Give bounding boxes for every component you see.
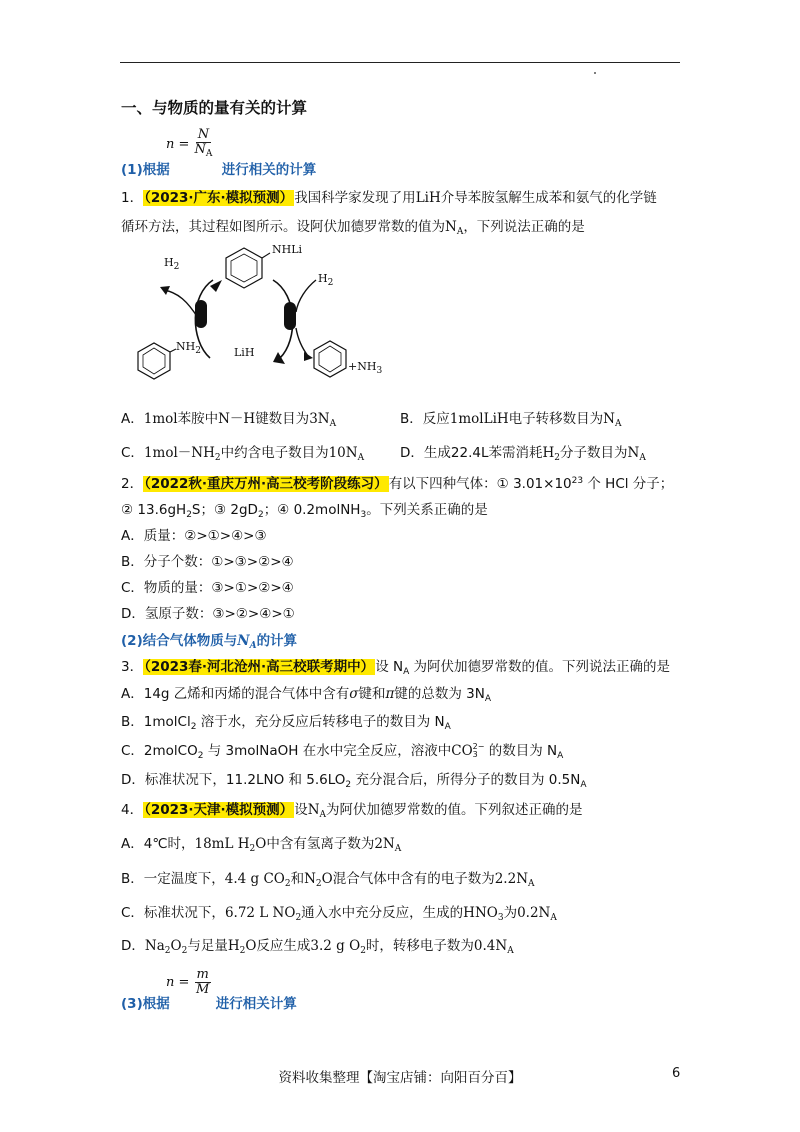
q3-option-b: B．1molCl$_2$ 溶于水，充分反应后转移电子的数目为 $N_A$ <box>121 714 451 732</box>
q2-source-badge: （2022秋·重庆万州·高三校考阶段练习） <box>144 476 388 492</box>
q3-stem: 3．（2023春·河北沧州·高三校联考期中）设 $N_A$ 为阿伏加德罗常数的值。下列说法正确的是 <box>121 659 671 677</box>
q4-source-badge: （2023·天津·模拟预测） <box>144 802 294 818</box>
q2-stem-line2: ② $13.6gH_2S$；③ $2gD_2$；④ 0.2molNH$_3$。下列关系正确的是 <box>121 502 488 520</box>
subsection-3-label: (3)根据 进行相关计算 <box>121 996 297 1012</box>
q3-option-a: A．14g 乙烯和丙烯的混合气体中含有σ键和π键的总数为 $3N_A$ <box>121 686 492 704</box>
left-catalyst-capsule <box>195 300 207 328</box>
formula-n-N-NA: n = $\frac{N}{N_A}$ <box>166 127 213 159</box>
label-nh2: $NH_2$ <box>176 340 201 356</box>
q2-option-a: A．质量：②>①>④>③ <box>121 528 267 544</box>
q1-option-b: B．反应1molLiH电子转移数目为$N_A$ <box>400 411 622 429</box>
page-footer: 资料收集整理【淘宝店铺：向阳百分百】 <box>278 1070 522 1086</box>
q4-option-b: B．一定温度下，4.4 g $CO_2$和$N_2O$混合气体中含有的电子数为$2.2N_A$ <box>121 871 535 889</box>
section-title: 一、与物质的量有关的计算 <box>121 99 308 117</box>
benzene-ring-top-inner <box>231 254 257 282</box>
products-arrow <box>296 328 308 356</box>
label-h2-left: $H_2$ <box>164 256 180 272</box>
q3-option-c: C．2molCO$_2$ 与 3molNaOH 在水中完全反应，溶液中CO 2− 3 的数目为 $N_A$ <box>121 742 564 761</box>
reaction-cycle-svg <box>118 240 378 390</box>
q2-stem-line1: 2．（2022秋·重庆万州·高三校考阶段练习）有以下四种气体：① $3.01\times 10^{23}$ 个 HCl 分子； <box>121 476 674 492</box>
q4-option-c: C．标准状况下，6.72 L $NO_2$通入水中充分反应，生成的$HNO_3$为$0.2N_A$ <box>121 905 557 923</box>
label-nh3: $+NH_3$ <box>348 360 383 376</box>
q4-option-a: A．4℃时，18mL $H_2O$中含有氢离子数为$2N_A$ <box>121 836 402 854</box>
q1-source-badge: （2023·广东·模拟预测） <box>144 190 294 206</box>
q2-option-b: B．分子个数：①>③>②>④ <box>121 554 294 570</box>
label-nhli: NHLi <box>272 243 303 256</box>
subsection-1-label: (1)根据 进行相关的计算 <box>121 162 317 178</box>
q1-option-c: C．$1mol-NH_2$中约含电子数目为$10N_A$ <box>121 445 365 463</box>
label-lih: LiH <box>234 346 255 359</box>
page-number: 6 <box>672 1066 681 1081</box>
formula-n-m-M: n = $\frac{m}{M}$ <box>166 967 210 997</box>
header-rule <box>120 62 680 63</box>
q2-option-d: D．氢原子数：③>②>④>① <box>121 606 295 622</box>
q3-source-badge: （2023春·河北沧州·高三校联考期中） <box>144 659 375 675</box>
right-catalyst-capsule <box>284 302 296 330</box>
label-h2-right: $H_2$ <box>318 272 334 288</box>
q3-option-d: D．标准状况下，11.2LNO 和 $5.6LO_2$ 充分混合后，所得分子的数目为 $0.5N_A$ <box>121 772 587 790</box>
q1-stem-line1: 1．（2023·广东·模拟预测）我国科学家发现了用LiH介导苯胺氢解生成苯和氨气的化学链 <box>121 190 657 206</box>
q1-option-d: D．生成22.4L苯需消耗$H_2$分子数目为$N_A$ <box>400 445 646 463</box>
subsection-2-label: (2)结合气体物质与$N_A$的计算 <box>121 633 298 651</box>
q1-stem-line2: 循环方法，其过程如图所示。设阿伏加德罗常数的值为$N_A$，下列说法正确的是 <box>121 219 585 237</box>
q1-reaction-cycle-diagram <box>118 240 383 390</box>
q1-option-a: A．1mol苯胺中N－H键数目为$3N_A$ <box>121 411 337 429</box>
h2-release-arrow <box>163 290 198 318</box>
header-dot <box>594 72 596 74</box>
q4-option-d: D．$Na_2O_2$与足量$H_2O$反应生成3.2 g $O_2$时，转移电子数为$0.4N_A$ <box>121 938 514 956</box>
h2-uptake-arrow <box>296 280 316 312</box>
q2-option-c: C．物质的量：③>①>②>④ <box>121 580 294 596</box>
q4-stem: 4．（2023·天津·模拟预测）设$N_A$为阿伏加德罗常数的值。下列叙述正确的是 <box>121 802 583 820</box>
